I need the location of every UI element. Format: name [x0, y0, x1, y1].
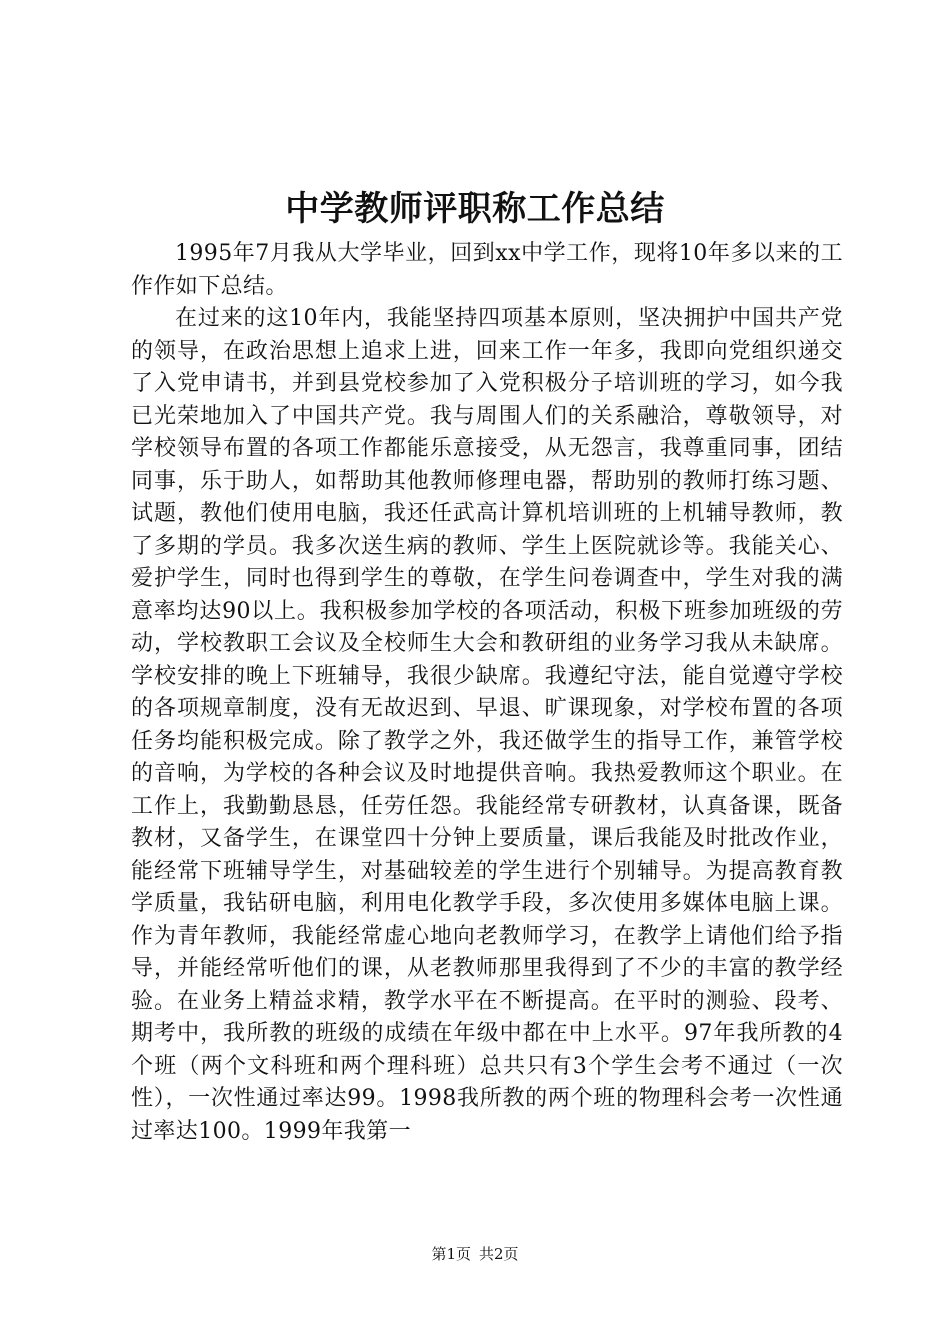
document-body	[131, 238, 843, 1148]
page-total: 共2页	[479, 1245, 519, 1263]
page-footer	[0, 1244, 950, 1264]
page-number: 第1页	[431, 1245, 471, 1263]
paragraph-summary: 在过来的这10年内，我能坚持四项基本原则，坚决拥护中国共产党的领导，在政治思想上追求上进，回来工作一年多，我即向党组织递交了入党申请书，并到县党校参加了入党积极分子培训班的学习，如今我已光荣地加入了中国共产党。我与周围人们的关系融洽，尊敬领导，对学校领导布置的各项工作都能乐意接受，从无怨言，我尊重同事，团结同事，乐于助人，如帮助其他教师修理电器，帮助别的教师打练习题、试题，教他们使用电脑，我还任武高计算机培训班的上机辅导教师，教了多期的学员。我多次送生病的教师、学生上医院就诊等。我能关心、爱护学生，同时也得到学生的尊敬，在学生问卷调查中，学生对我的满意率均达90以上。我积极参加学校的各项活动，积极下班参加班级的劳动，学校教职工会议及全校师生大会和教研组的业务学习我从未缺席。学校安排的晚上下班辅导，我很少缺席。我遵纪守法，能自觉遵守学校的各项规章制度，没有无故迟到、早退、旷课现象，对学校布置的各项任务均能积极完成。除了教学之外，我还做学生的指导工作，兼管学校的音响，为学校的各种会议及时地提供音响。我热爱教师这个职业。在工作上，我勤勤恳恳，任劳任怨。我能经常专研教材，认真备课，既备教材，又备学生，在课堂四十分钟上要质量，课后我能及时批改作业，能经常下班辅导学生，对基础较差的学生进行个别辅导。为提高教育教学质量，我钻研电脑，利用电化教学手段，多次使用多媒体电脑上课。作为青年教师，我能经常虚心地向老教师学习，在教学上请他们给予指导，并能经常听他们的课，从老教师那里我得到了不少的丰富的教学经验。在业务上精益求精，教学水平在不断提高。在平时的测验、段考、期考中，我所教的班级的成绩在年级中都在中上水平。97年我所教的4个班（两个文科班和两个理科班）总共只有3个学生会考不通过（一次性），一次性通过率达99。1998我所教的两个班的物理科会考一次性通过率达100。1999年我第一	[131, 306, 843, 1144]
page-title: 中学教师评职称工作总结	[285, 189, 665, 229]
paragraph-intro: 1995年7月我从大学毕业，回到xx中学工作，现将10年多以来的工作作如下总结。	[131, 241, 843, 299]
